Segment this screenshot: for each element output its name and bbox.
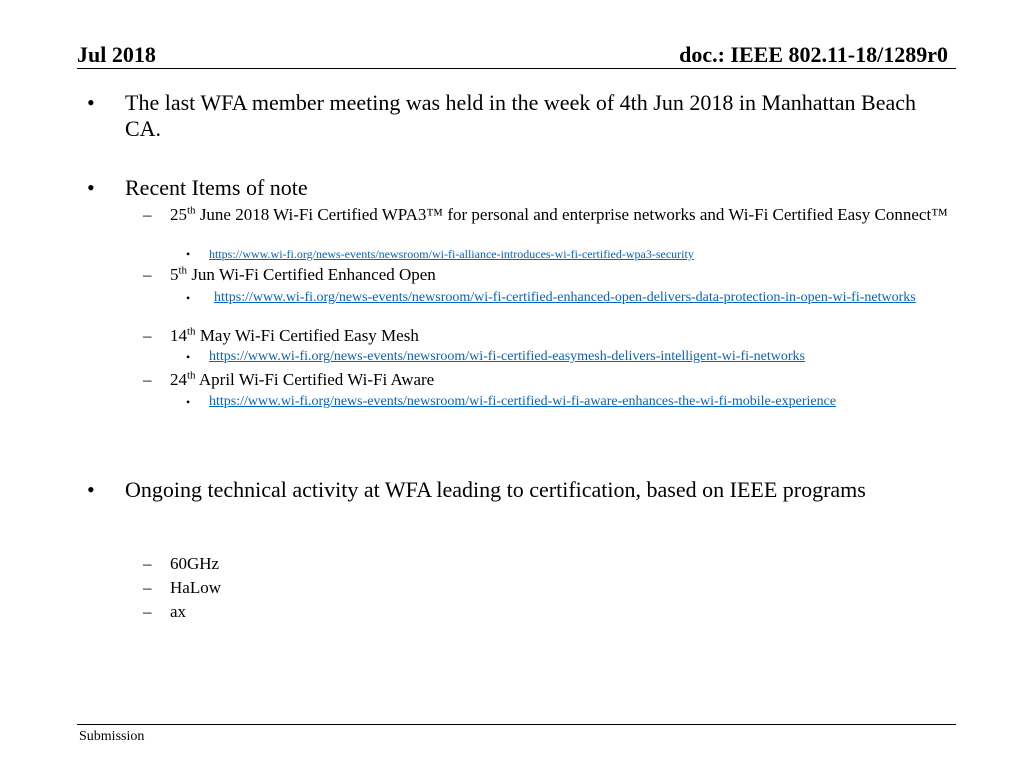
item-ordinal: th <box>187 204 196 217</box>
dash-marker: – <box>143 205 152 224</box>
item-wpa3-link-row <box>186 247 969 261</box>
item-enhanced-open <box>143 264 970 284</box>
footer-divider <box>77 724 956 725</box>
bullet-dot: • <box>186 291 191 305</box>
easy-mesh-link[interactable]: https://www.wi-fi.org/news-events/newsroom/wi-fi-certified-easymesh-delivers-intelligent-wi-fi-networks <box>209 349 806 364</box>
footer-submission: Submission <box>79 729 145 744</box>
enhanced-open-link[interactable]: https://www.wi-fi.org/news-events/newsroom/wi-fi-certified-enhanced-open-delivers-data-protection-in-open-wi-fi-networks <box>214 290 916 305</box>
header-divider <box>77 68 956 69</box>
bullet-text: The last WFA member meeting was held in the week of 4th Jun 2018 in Manhattan Beach CA. <box>125 90 917 141</box>
dash-marker: – <box>143 265 152 284</box>
item-enhanced-open-link-row <box>186 290 939 306</box>
wifi-aware-link[interactable]: https://www.wi-fi.org/news-events/newsroom/wi-fi-certified-wi-fi-aware-enhances-the-wi-fi-mobile-experience <box>209 394 837 409</box>
bullet-dot: • <box>186 395 191 409</box>
bullet-dot: • <box>186 350 191 364</box>
program-label: 60GHz <box>170 554 220 573</box>
item-ordinal: th <box>187 325 196 338</box>
item-text: April Wi-Fi Certified Wi-Fi Aware <box>195 370 435 389</box>
item-wpa3 <box>143 204 965 224</box>
dash-marker: – <box>143 578 152 597</box>
item-wifi-aware-link-row <box>186 394 909 410</box>
program-item <box>143 554 970 573</box>
dash-marker: – <box>143 370 152 389</box>
item-day: 5 <box>170 265 179 284</box>
item-text: May Wi-Fi Certified Easy Mesh <box>195 326 419 345</box>
item-text: June 2018 Wi-Fi Certified WPA3™ for personal and enterprise networks and Wi-Fi Certified Easy Connect™ <box>195 205 948 224</box>
dash-marker: – <box>143 554 152 573</box>
bullet-ongoing-activity <box>87 477 915 503</box>
item-easy-mesh-link-row <box>186 349 969 365</box>
item-ordinal: th <box>187 369 196 382</box>
header-date: Jul 2018 <box>77 42 156 67</box>
bullet-recent-items <box>87 175 925 201</box>
item-text: Jun Wi-Fi Certified Enhanced Open <box>187 265 436 284</box>
program-label: HaLow <box>170 578 221 597</box>
item-day: 24 <box>170 370 187 389</box>
item-ordinal: th <box>178 264 188 277</box>
item-day: 25 <box>170 205 187 224</box>
bullet-dot: • <box>87 90 95 115</box>
dash-marker: – <box>143 326 152 345</box>
header-doc-id: doc.: IEEE 802.11-18/1289r0 <box>679 42 948 67</box>
program-item <box>143 602 970 621</box>
bullet-wfa-meeting <box>87 90 925 142</box>
item-easy-mesh <box>143 325 970 345</box>
program-item <box>143 578 970 597</box>
dash-marker: – <box>143 602 152 621</box>
bullet-text: Ongoing technical activity at WFA leading to certification, based on IEEE programs <box>125 477 866 502</box>
program-label: ax <box>170 602 187 621</box>
bullet-dot: • <box>87 175 95 200</box>
wpa3-link[interactable]: https://www.wi-fi.org/news-events/newsroom/wi-fi-alliance-introduces-wi-fi-certified-wpa3-security <box>209 247 694 261</box>
item-day: 14 <box>170 326 187 345</box>
bullet-text: Recent Items of note <box>125 175 308 200</box>
bullet-dot: • <box>87 477 95 502</box>
item-wifi-aware <box>143 369 970 389</box>
bullet-dot: • <box>186 247 191 261</box>
